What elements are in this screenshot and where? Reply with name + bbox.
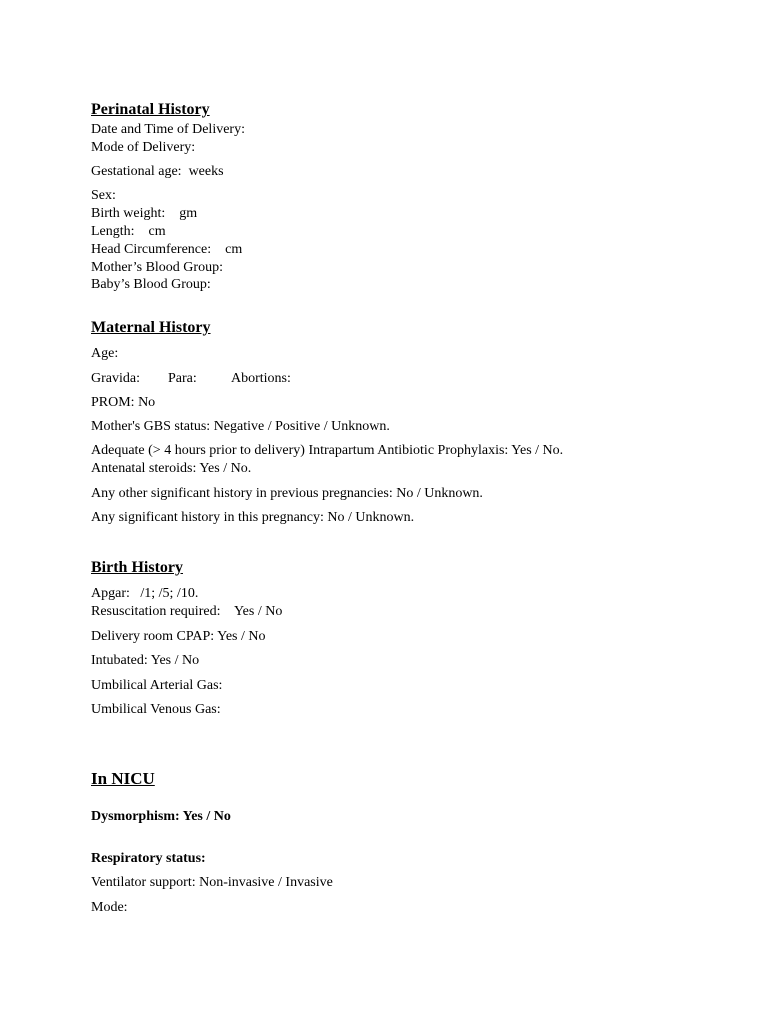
nicu-heading: In NICU (91, 769, 155, 788)
perinatal-line-baby-blood-group: Baby’s Blood Group: (91, 277, 211, 292)
birth-line-apgar: Apgar: /1; /5; /10. (91, 586, 199, 601)
perinatal-line-head-circumference: Head Circumference: cm (91, 242, 243, 257)
perinatal-history-heading: Perinatal History (91, 101, 210, 118)
birth-line-delivery-cpap: Delivery room CPAP: Yes / No (91, 629, 266, 644)
perinatal-line-delivery-mode: Mode of Delivery: (91, 140, 196, 155)
nicu-line-dysmorphism: Dysmorphism: Yes / No (91, 809, 231, 824)
maternal-line-previous-pregnancies: Any other significant history in previous pregnancies: No / Unknown. (91, 486, 483, 501)
perinatal-line-delivery-datetime: Date and Time of Delivery: (91, 122, 245, 137)
perinatal-line-gestational-age: Gestational age: weeks (91, 164, 224, 179)
birth-line-umbilical-arterial-gas: Umbilical Arterial Gas: (91, 678, 223, 693)
maternal-history-heading: Maternal History (91, 319, 211, 336)
maternal-line-this-pregnancy: Any significant history in this pregnancy: No / Unknown. (91, 510, 415, 525)
birth-history-heading: Birth History (91, 559, 183, 576)
perinatal-line-mother-blood-group: Mother’s Blood Group: (91, 260, 223, 275)
maternal-line-iap: Adequate (> 4 hours prior to delivery) Intrapartum Antibiotic Prophylaxis: Yes / No. (91, 443, 564, 458)
maternal-line-antenatal-steroids: Antenatal steroids: Yes / No. (91, 461, 252, 476)
nicu-line-ventilator-support: Ventilator support: Non-invasive / Invasive (91, 875, 333, 890)
birth-line-intubated: Intubated: Yes / No (91, 653, 200, 668)
maternal-line-age: Age: (91, 346, 119, 361)
maternal-line-prom: PROM: No (91, 395, 156, 410)
birth-line-resuscitation: Resuscitation required: Yes / No (91, 604, 283, 619)
perinatal-line-sex: Sex: (91, 188, 116, 203)
birth-line-umbilical-venous-gas: Umbilical Venous Gas: (91, 702, 221, 717)
perinatal-line-birth-weight: Birth weight: gm (91, 206, 198, 221)
nicu-line-mode: Mode: (91, 900, 128, 915)
perinatal-line-length: Length: cm (91, 224, 166, 239)
nicu-respiratory-status-heading: Respiratory status: (91, 851, 206, 866)
maternal-line-gbs-status: Mother's GBS status: Negative / Positive / Unknown. (91, 419, 390, 434)
maternal-line-gravida-para: Gravida: Para: Abortions: (91, 371, 291, 386)
